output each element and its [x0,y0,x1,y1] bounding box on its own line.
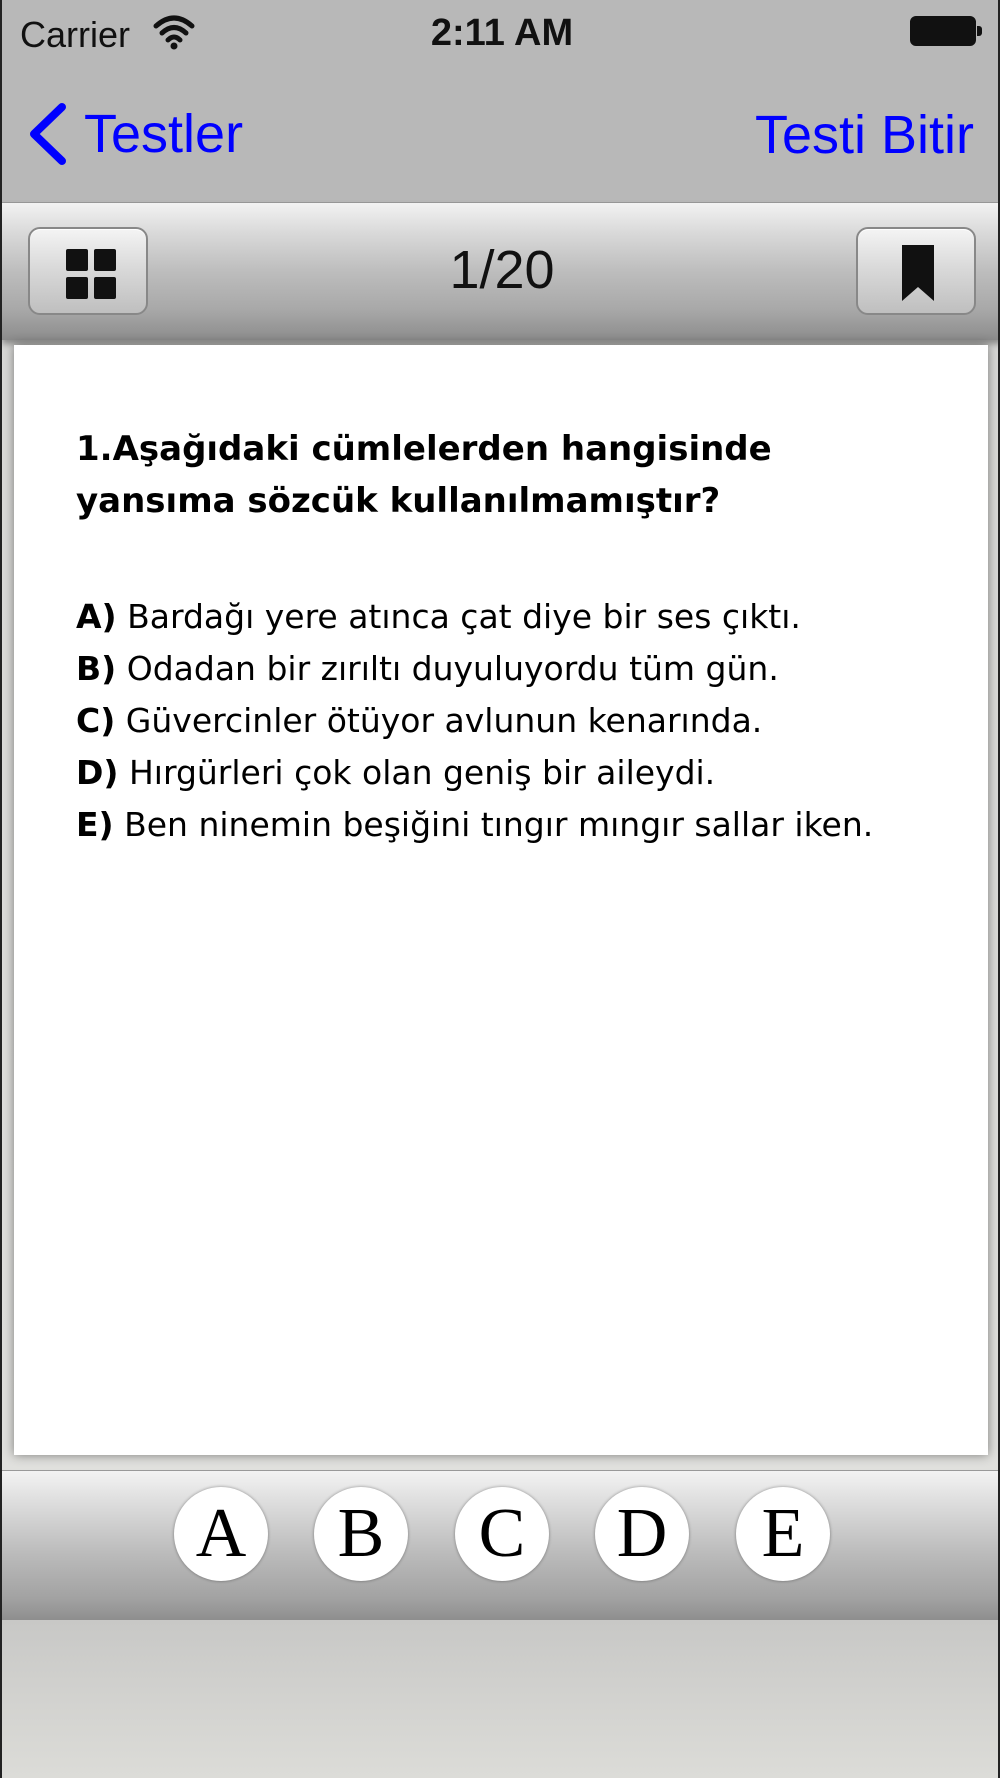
option-e [76,799,956,851]
option-text: Odadan bir zırıltı duyuluyordu tüm gün. [116,649,779,688]
option-d [76,747,956,799]
option-c [76,695,956,747]
answer-b-button[interactable]: B [314,1487,408,1581]
option-letter: B) [76,649,117,688]
back-button-label: Testler [84,104,244,164]
finish-test-button[interactable]: Testi Bitir [754,105,974,165]
option-letter: C) [76,701,116,740]
bookmark-icon [902,245,934,301]
answer-d-button[interactable]: D [595,1487,689,1581]
chevron-left-icon [26,101,68,167]
option-text: Bardağı yere atınca çat diye bir ses çıktı. [116,597,801,636]
option-a [76,591,956,643]
navigation-bar [2,70,1000,203]
answer-bar [2,1470,1000,1621]
bottom-empty-area [2,1620,1000,1778]
carrier-label: Carrier [20,14,131,55]
option-letter: E) [76,805,114,844]
answer-a-button[interactable]: A [174,1487,268,1581]
battery-icon [910,16,976,46]
option-b [76,643,956,695]
back-button[interactable] [26,94,243,174]
option-text: Hırgürleri çok olan geniş bir aileydi. [118,753,716,792]
status-bar [2,0,1000,70]
answer-c-button[interactable]: C [455,1487,549,1581]
option-letter: D) [76,753,119,792]
question-page [14,345,988,1455]
options-list [76,591,956,851]
status-time: 2:11 AM [430,12,574,54]
option-text: Ben ninemin beşiğini tıngır mıngır sallar iken. [113,805,874,844]
answer-e-button[interactable]: E [736,1487,830,1581]
bookmark-button[interactable] [856,227,976,315]
option-letter: A) [76,597,117,636]
question-text: 1.Aşağıdaki cümlelerden hangisinde yansıma sözcük kullanılmamıştır? [76,429,772,521]
question-counter: 1/20 [449,240,555,300]
question-toolbar [2,203,1000,340]
option-text: Güvercinler ötüyor avlunun kenarında. [115,701,763,740]
